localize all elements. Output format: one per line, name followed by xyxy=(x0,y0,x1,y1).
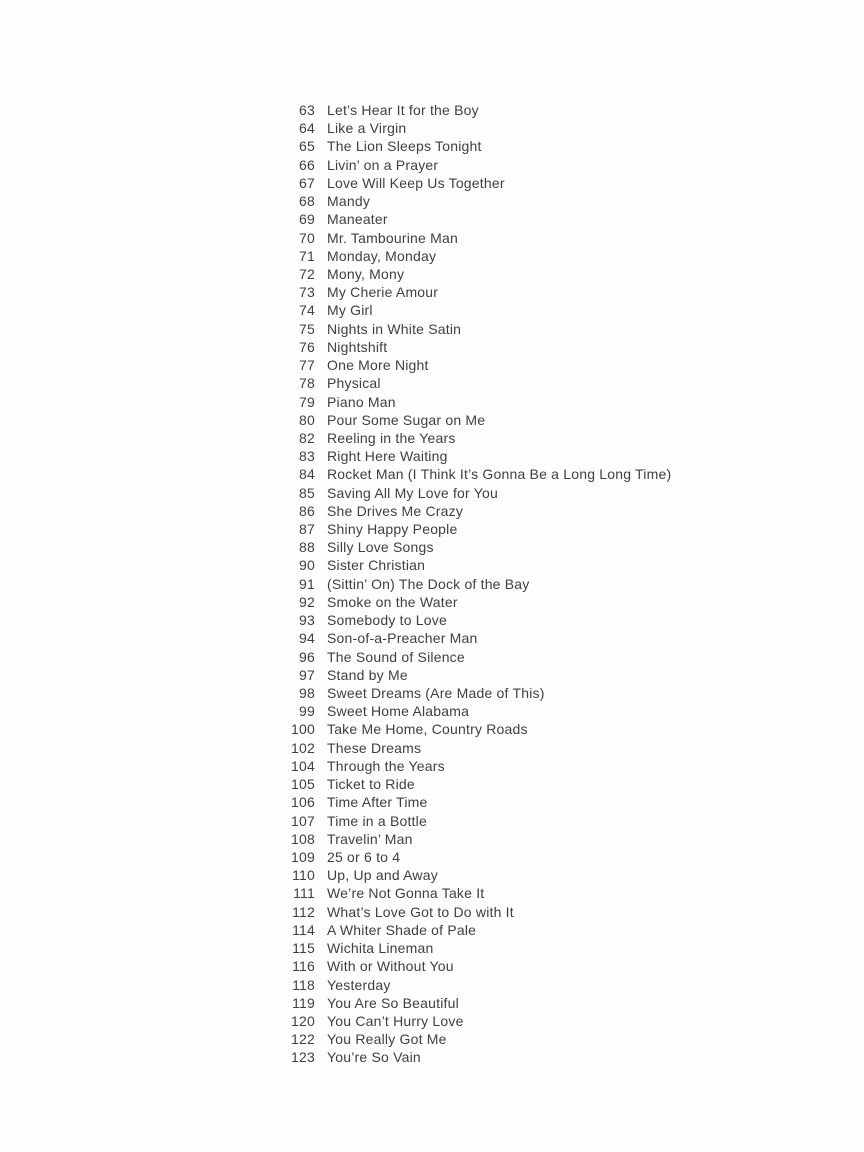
toc-row xyxy=(270,174,690,192)
song-title: Smoke on the Water xyxy=(327,593,458,610)
toc-row xyxy=(270,575,690,593)
page-number: 84 xyxy=(299,466,315,483)
song-title: You’re So Vain xyxy=(327,1049,421,1066)
toc-row xyxy=(270,684,690,702)
toc-row xyxy=(270,830,690,848)
song-title: What’s Love Got to Do with It xyxy=(327,903,514,920)
page-number: 106 xyxy=(291,794,315,811)
toc-row xyxy=(270,739,690,757)
toc-row xyxy=(270,629,690,647)
page-number: 76 xyxy=(299,338,315,355)
song-title: Rocket Man (I Think It’s Gonna Be a Long Long Time) xyxy=(327,466,672,483)
toc-row xyxy=(270,903,690,921)
song-title: Yesterday xyxy=(327,976,391,993)
toc-row xyxy=(270,976,690,994)
song-title: (Sittin’ On) The Dock of the Bay xyxy=(327,575,530,592)
page-number: 99 xyxy=(299,703,315,720)
page-number: 114 xyxy=(292,921,315,938)
toc-row xyxy=(270,611,690,629)
toc-row xyxy=(270,848,690,866)
toc-row xyxy=(270,447,690,465)
toc-row xyxy=(270,210,690,228)
page-number: 105 xyxy=(291,776,315,793)
page-number: 70 xyxy=(299,229,315,246)
toc-row xyxy=(270,411,690,429)
toc-row xyxy=(270,156,690,174)
song-title: She Drives Me Crazy xyxy=(327,502,464,519)
page-number: 68 xyxy=(299,193,315,210)
page-number: 108 xyxy=(291,830,315,847)
song-title: A Whiter Shade of Pale xyxy=(327,921,477,938)
song-title: Son-of-a-Preacher Man xyxy=(327,630,478,647)
song-title: Maneater xyxy=(327,211,388,228)
song-title: My Cherie Amour xyxy=(327,284,439,301)
song-title: The Lion Sleeps Tonight xyxy=(327,138,482,155)
toc-row xyxy=(270,484,690,502)
page-number: 85 xyxy=(299,484,315,501)
toc-row xyxy=(270,593,690,611)
page-number: 71 xyxy=(299,247,315,264)
page-number: 96 xyxy=(299,648,315,665)
toc-row xyxy=(270,1030,690,1048)
song-title: Love Will Keep Us Together xyxy=(327,174,505,191)
toc-row xyxy=(270,720,690,738)
song-title: Monday, Monday xyxy=(327,247,437,264)
page-number: 88 xyxy=(299,539,315,556)
page-number: 75 xyxy=(299,320,315,337)
song-title: Saving All My Love for You xyxy=(327,484,498,501)
song-title: Up, Up and Away xyxy=(327,867,438,884)
toc-row xyxy=(270,939,690,957)
toc-row xyxy=(270,556,690,574)
page-number: 91 xyxy=(299,575,315,592)
song-title: Take Me Home, Country Roads xyxy=(327,721,528,738)
page-number: 79 xyxy=(299,393,315,410)
toc-row xyxy=(270,229,690,247)
song-title: Through the Years xyxy=(327,757,445,774)
toc-row xyxy=(270,1048,690,1066)
song-title: Nights in White Satin xyxy=(327,320,462,337)
page-number: 111 xyxy=(293,885,315,902)
song-title: Wichita Lineman xyxy=(327,940,434,957)
song-title: Sister Christian xyxy=(327,557,426,574)
song-title: Like a Virgin xyxy=(327,120,407,137)
toc-row xyxy=(270,301,690,319)
page-number: 120 xyxy=(291,1012,315,1029)
song-title: With or Without You xyxy=(327,958,454,975)
song-title: Mandy xyxy=(327,193,371,210)
song-title: Piano Man xyxy=(327,393,396,410)
toc-row xyxy=(270,338,690,356)
song-title: The Sound of Silence xyxy=(327,648,465,665)
toc-row xyxy=(270,812,690,830)
song-title: Let’s Hear It for the Boy xyxy=(327,102,479,118)
song-title: Physical xyxy=(327,375,381,392)
page-number: 77 xyxy=(299,357,315,374)
page-number: 119 xyxy=(292,994,315,1011)
page-number: 93 xyxy=(299,612,315,629)
page-number: 74 xyxy=(299,302,315,319)
song-title: You Really Got Me xyxy=(327,1031,447,1048)
toc-row xyxy=(270,137,690,155)
page-number: 90 xyxy=(299,557,315,574)
page-number: 104 xyxy=(291,757,315,774)
toc-row xyxy=(270,702,690,720)
toc-row xyxy=(270,393,690,411)
song-title: Travelin’ Man xyxy=(327,830,413,847)
toc-row xyxy=(270,793,690,811)
page-number: 83 xyxy=(299,448,315,465)
page-number: 80 xyxy=(299,411,315,428)
toc-row xyxy=(270,374,690,392)
toc-row xyxy=(270,265,690,283)
toc-row xyxy=(270,666,690,684)
toc-row xyxy=(270,538,690,556)
song-title: Mony, Mony xyxy=(327,265,405,282)
page-number: 109 xyxy=(291,848,315,865)
page-number: 92 xyxy=(299,593,315,610)
toc-row xyxy=(270,1012,690,1030)
page-number: 86 xyxy=(299,502,315,519)
song-title: Right Here Waiting xyxy=(327,448,448,465)
song-title: Mr. Tambourine Man xyxy=(327,229,458,246)
toc-row xyxy=(270,884,690,902)
song-title: Somebody to Love xyxy=(327,612,447,629)
song-title: Shiny Happy People xyxy=(327,521,458,538)
toc-row xyxy=(270,356,690,374)
song-index-list xyxy=(270,101,690,1067)
song-title: These Dreams xyxy=(327,739,422,756)
page-number: 87 xyxy=(299,521,315,538)
song-title: Pour Some Sugar on Me xyxy=(327,411,486,428)
page-number: 102 xyxy=(291,739,315,756)
toc-row xyxy=(270,994,690,1012)
toc-row xyxy=(270,465,690,483)
toc-row xyxy=(270,247,690,265)
toc-row xyxy=(270,119,690,137)
song-title: My Girl xyxy=(327,302,373,319)
song-title: Ticket to Ride xyxy=(327,776,415,793)
song-title: Livin’ on a Prayer xyxy=(327,156,439,173)
song-title: 25 or 6 to 4 xyxy=(327,848,401,865)
page-number: 73 xyxy=(299,284,315,301)
song-title: Time After Time xyxy=(327,794,428,811)
page-number: 98 xyxy=(299,685,315,701)
page-number: 118 xyxy=(292,976,315,993)
page-number: 66 xyxy=(299,156,315,173)
toc-row xyxy=(270,283,690,301)
page-number: 123 xyxy=(291,1049,315,1066)
song-title: Sweet Dreams (Are Made of This) xyxy=(327,685,545,701)
page-number: 67 xyxy=(299,174,315,191)
toc-row xyxy=(270,866,690,884)
page-number: 72 xyxy=(299,265,315,282)
page-number: 115 xyxy=(292,940,315,957)
song-title: Silly Love Songs xyxy=(327,539,434,556)
song-title: Reeling in the Years xyxy=(327,429,456,446)
page-number: 94 xyxy=(299,630,315,647)
song-title: Time in a Bottle xyxy=(327,812,427,829)
page-number: 69 xyxy=(299,211,315,228)
page-number: 82 xyxy=(299,429,315,446)
toc-row xyxy=(270,429,690,447)
toc-row xyxy=(270,921,690,939)
song-title: Sweet Home Alabama xyxy=(327,703,470,720)
page-number: 63 xyxy=(299,102,315,118)
toc-row xyxy=(270,101,690,119)
page-number: 97 xyxy=(299,666,315,683)
page-number: 100 xyxy=(291,721,315,738)
song-title: You Are So Beautiful xyxy=(327,994,459,1011)
toc-row xyxy=(270,320,690,338)
page-number: 78 xyxy=(299,375,315,392)
toc-row xyxy=(270,520,690,538)
song-title: We’re Not Gonna Take It xyxy=(327,885,485,902)
song-title: Stand by Me xyxy=(327,666,408,683)
toc-row xyxy=(270,192,690,210)
song-title: One More Night xyxy=(327,357,429,374)
toc-row xyxy=(270,502,690,520)
page-number: 116 xyxy=(292,958,315,975)
toc-row xyxy=(270,757,690,775)
song-title: You Can’t Hurry Love xyxy=(327,1012,464,1029)
page-number: 112 xyxy=(292,903,315,920)
page-number: 122 xyxy=(291,1031,315,1048)
toc-row xyxy=(270,648,690,666)
song-title: Nightshift xyxy=(327,338,388,355)
toc-row xyxy=(270,775,690,793)
page-number: 65 xyxy=(299,138,315,155)
page-number: 64 xyxy=(299,120,315,137)
toc-row xyxy=(270,957,690,975)
page-number: 107 xyxy=(291,812,315,829)
page-number: 110 xyxy=(292,867,315,884)
